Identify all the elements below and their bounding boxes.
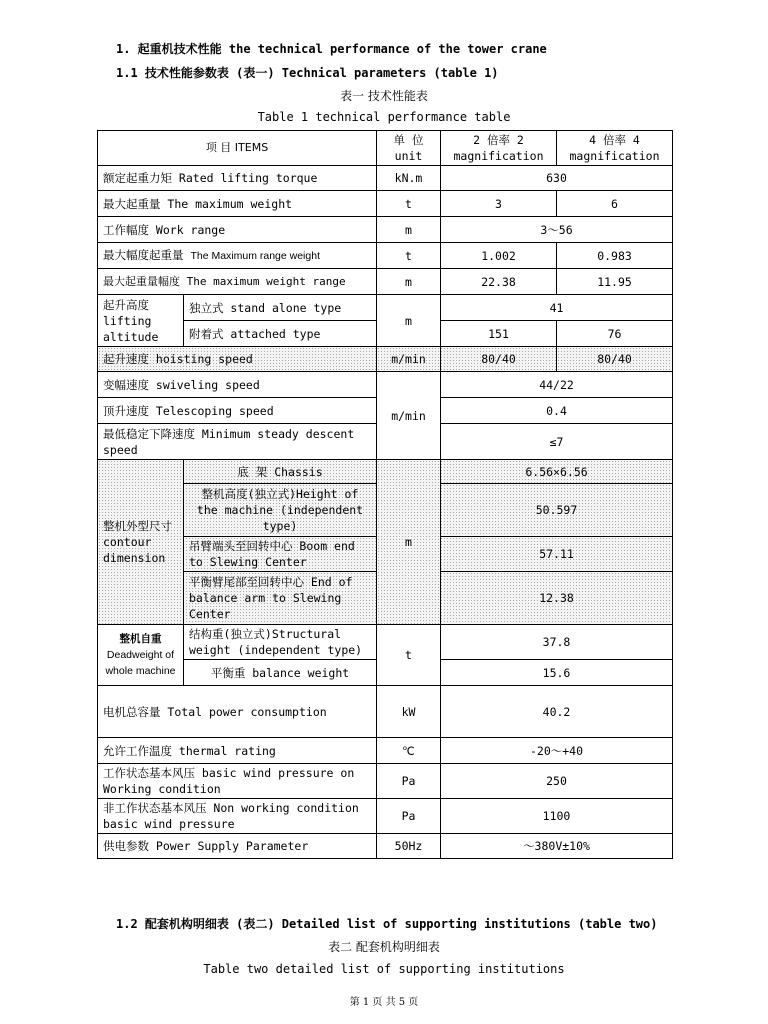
- row-label: 起升高度 lifting altitude: [98, 295, 184, 347]
- row-value: 57.11: [441, 537, 673, 572]
- row-label-cn: 整机自重: [119, 633, 162, 645]
- row-unit: m: [377, 269, 441, 295]
- row-value: 0.4: [441, 398, 673, 424]
- row-label: [98, 243, 377, 269]
- row-value: 15.6: [441, 660, 673, 686]
- table-row-swiveling-speed: [98, 372, 673, 398]
- row-sublabel: 结构重(独立式)Structural weight (independent type): [184, 625, 377, 660]
- row-label: 整机外型尺寸 contour dimension: [98, 460, 184, 625]
- table-row-wind-non-working: [98, 799, 673, 834]
- row-sublabel: 平衡臂尾部至回转中心 End of balance arm to Slewing Center: [184, 572, 377, 625]
- row-label: 额定起重力矩 Rated lifting torque: [98, 166, 377, 191]
- row-unit: m/min: [377, 347, 441, 372]
- row-unit: m: [377, 217, 441, 243]
- row-label: 最大起重量幅度 The maximum weight range: [98, 269, 377, 295]
- row-label: 电机总容量 Total power consumption: [98, 686, 377, 738]
- row-value: ≤7: [441, 424, 673, 460]
- row-label: 供电参数 Power Supply Parameter: [98, 834, 377, 859]
- table-row-deadweight-structural: [98, 625, 673, 660]
- row-label: 工作幅度 Work range: [98, 217, 377, 243]
- row-value: 44/22: [441, 372, 673, 398]
- header-mag2: [441, 131, 557, 166]
- row-unit: 50Hz: [377, 834, 441, 859]
- row-value: 41: [441, 295, 673, 321]
- header-mag4: [557, 131, 673, 166]
- row-sublabel: 平衡重 balance weight: [184, 660, 377, 686]
- page-number: 第 1 页 共 5 页: [349, 997, 419, 1008]
- table-caption-en: Table 1 technical performance table: [257, 110, 511, 124]
- row-value-mag2: 1.002: [441, 243, 557, 269]
- table-row-torque: [98, 166, 673, 191]
- section-title: 1. 起重机技术性能 the technical performance of the tower crane: [116, 42, 547, 56]
- table-row-total-power: [98, 686, 673, 738]
- row-value: 6.56×6.56: [441, 460, 673, 484]
- table-row-thermal-rating: [98, 738, 673, 764]
- header-mag4-en: magnification: [569, 149, 660, 163]
- row-label: 非工作状态基本风压 Non working condition basic wind pressure: [98, 799, 377, 834]
- row-value: ～380V±10%: [441, 834, 673, 859]
- row-value: 3～56: [441, 217, 673, 243]
- row-value: 250: [441, 764, 673, 799]
- row-value-mag4: 76: [557, 321, 673, 347]
- row-value-mag4: 0.983: [557, 243, 673, 269]
- row-label: 允许工作温度 thermal rating: [98, 738, 377, 764]
- row-label: 起升速度 hoisting speed: [98, 347, 377, 372]
- row-sublabel: 底 架 Chassis: [184, 460, 377, 484]
- header-unit-cn: 单 位: [393, 133, 424, 147]
- section-subtitle-2: 1.2 配套机构明细表 (表二) Detailed list of supporting institutions (table two): [116, 917, 658, 931]
- table-row-hoisting-speed: [98, 347, 673, 372]
- row-sublabel: 附着式 attached type: [184, 321, 377, 347]
- table-row-power-supply: [98, 834, 673, 859]
- row-sublabel: 整机高度(独立式)Height of the machine (independent type): [184, 484, 377, 537]
- row-unit: t: [377, 243, 441, 269]
- row-value: 630: [441, 166, 673, 191]
- row-value: 40.2: [441, 686, 673, 738]
- row-value: 50.597: [441, 484, 673, 537]
- table-row-max-weight-range: [98, 269, 673, 295]
- row-unit: t: [377, 625, 441, 686]
- row-value: -20～+40: [441, 738, 673, 764]
- row-label-en: Deadweight of whole machine: [105, 649, 176, 677]
- header-items: 项 目 ITEMS: [98, 131, 377, 166]
- table-row-work-range: [98, 217, 673, 243]
- header-unit: [377, 131, 441, 166]
- row-value-mag2: 151: [441, 321, 557, 347]
- row-value-mag2: 80/40: [441, 347, 557, 372]
- table-caption-cn-2: 表二 配套机构明细表: [328, 940, 440, 954]
- table-row-max-weight: [98, 191, 673, 217]
- row-unit: m/min: [377, 372, 441, 460]
- table-row-wind-working: [98, 764, 673, 799]
- row-unit: m: [377, 295, 441, 347]
- row-sublabel: 吊臂端头至回转中心 Boom end to Slewing Center: [184, 537, 377, 572]
- section-subtitle: 1.1 技术性能参数表 (表一) Technical parameters (table 1): [116, 66, 499, 80]
- table-caption-cn: 表一 技术性能表: [340, 89, 428, 103]
- row-value: 37.8: [441, 625, 673, 660]
- header-mag2-en: magnification: [453, 149, 544, 163]
- row-value: 1100: [441, 799, 673, 834]
- row-label: 最大起重量 The maximum weight: [98, 191, 377, 217]
- table-row-max-range-weight: [98, 243, 673, 269]
- row-unit: kN.m: [377, 166, 441, 191]
- row-unit: Pa: [377, 764, 441, 799]
- technical-parameters-table: [97, 130, 673, 859]
- table-row-lifting-height-standalone: [98, 295, 673, 321]
- row-unit: t: [377, 191, 441, 217]
- row-value-mag2: 3: [441, 191, 557, 217]
- row-label: [98, 625, 184, 686]
- row-unit: ℃: [377, 738, 441, 764]
- table-row-contour-chassis: [98, 460, 673, 484]
- row-label: 顶升速度 Telescoping speed: [98, 398, 377, 424]
- row-label: 最低稳定下降速度 Minimum steady descent speed: [98, 424, 377, 460]
- row-value-mag4: 80/40: [557, 347, 673, 372]
- row-unit: m: [377, 460, 441, 625]
- row-label-en: The Maximum range weight: [190, 250, 320, 262]
- row-unit: Pa: [377, 799, 441, 834]
- header-mag2-cn: 2 倍率 2: [473, 133, 524, 147]
- row-sublabel: 独立式 stand alone type: [184, 295, 377, 321]
- row-value-mag4: 6: [557, 191, 673, 217]
- header-unit-en: unit: [394, 149, 423, 163]
- row-label: 工作状态基本风压 basic wind pressure on Working condition: [98, 764, 377, 799]
- row-label: 变幅速度 swiveling speed: [98, 372, 377, 398]
- table-header-row: [98, 131, 673, 166]
- row-value: 12.38: [441, 572, 673, 625]
- table-caption-en-2: Table two detailed list of supporting institutions: [203, 962, 565, 976]
- row-value-mag2: 22.38: [441, 269, 557, 295]
- row-label-cn: 最大幅度起重量: [103, 248, 184, 262]
- row-value-mag4: 11.95: [557, 269, 673, 295]
- row-unit: kW: [377, 686, 441, 738]
- header-mag4-cn: 4 倍率 4: [589, 133, 640, 147]
